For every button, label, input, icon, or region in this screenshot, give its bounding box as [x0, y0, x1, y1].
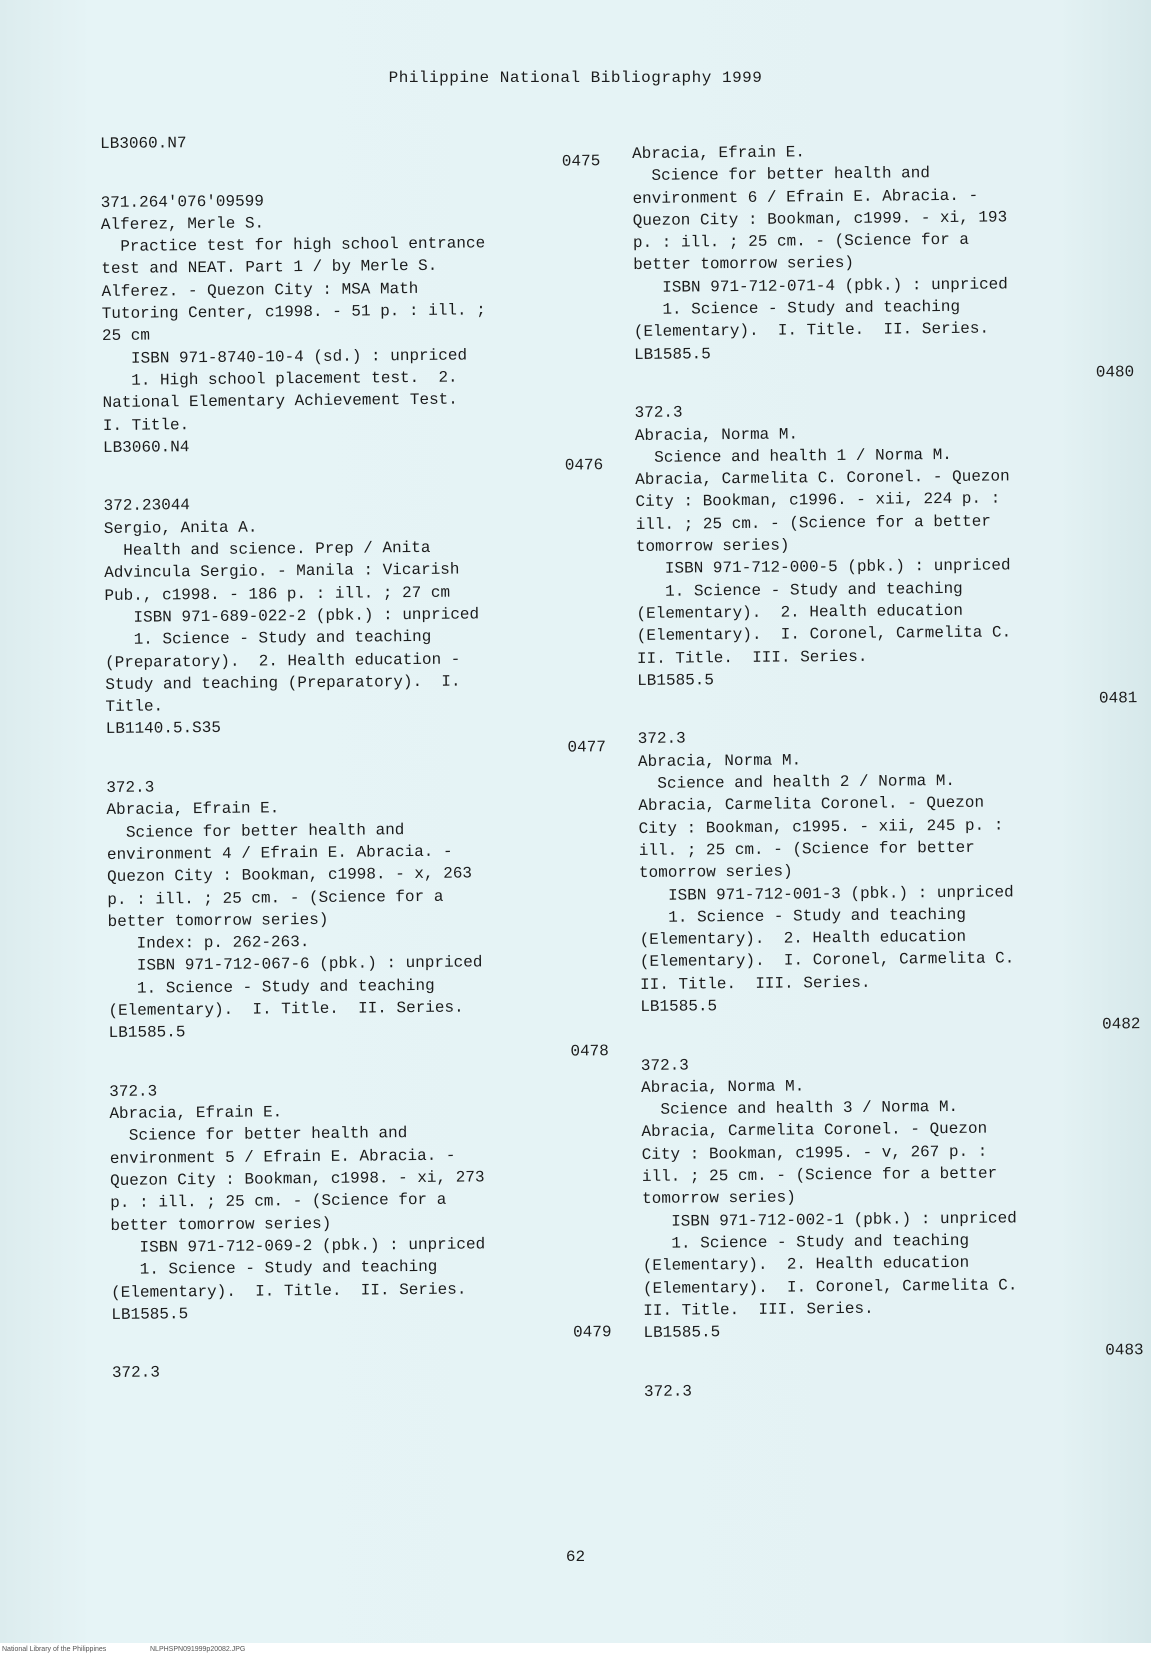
- catalog-line: Study and teaching (Preparatory). I.: [105, 672, 461, 694]
- catalog-line: ISBN 971-8740-10-4 (sd.) : unpriced: [102, 346, 468, 368]
- catalog-line: City : Bookman, c1995. - xii, 245 p. :: [638, 816, 1004, 838]
- catalog-line: Tutoring Center, c1998. - 51 p. : ill. ;: [101, 301, 486, 324]
- catalog-line: ill. ; 25 cm. - (Science for better: [638, 838, 975, 860]
- catalog-line: 1. Science - Study and teaching: [636, 579, 963, 601]
- catalog-line: I. Title.: [102, 415, 190, 435]
- catalog-line: 1. Science - Study and teaching: [110, 1258, 438, 1280]
- catalog-line: (Elementary). 2. Health education: [642, 1254, 970, 1276]
- catalog-line: ill. ; 25 cm. - (Science for a better: [641, 1164, 998, 1187]
- catalog-line: LB1140.5.S35: [105, 719, 222, 739]
- entry-number: 0481: [1098, 689, 1138, 708]
- catalog-line: (Elementary). I. Coronel, Carmelita C.: [639, 949, 1015, 972]
- catalog-line: 372.3: [109, 1082, 158, 1101]
- catalog-line: (Elementary). I. Title. II. Series.: [633, 319, 990, 342]
- page-header-title: Philippine National Bibliography 1999: [388, 69, 763, 87]
- catalog-line: Quezon City : Bookman, c1998. - xi, 273: [109, 1168, 485, 1191]
- catalog-line: Science and health 1 / Norma M.: [634, 445, 952, 467]
- right-column: [632, 138, 1144, 1403]
- catalog-line: LB1585.5: [637, 671, 715, 690]
- catalog-line: 372.3: [634, 403, 683, 423]
- catalog-line: (Elementary). I. Title. II. Series.: [111, 1280, 467, 1302]
- catalog-line: tomorrow series): [635, 536, 790, 557]
- entry-number: 0475: [561, 152, 601, 171]
- catalog-line: II. Title. III. Series.: [636, 647, 868, 668]
- entry-number: 0478: [570, 1041, 609, 1061]
- catalog-line: LB1585.5: [643, 1323, 721, 1343]
- catalog-line: environment 6 / Efrain E. Abracia. -: [632, 186, 979, 208]
- catalog-line: 372.3: [106, 778, 155, 797]
- catalog-line: p. : ill. ; 25 cm. - (Science for a: [632, 230, 970, 253]
- catalog-line: Science for better health and: [106, 820, 405, 842]
- catalog-line: Abracia, Norma M.: [640, 1077, 805, 1097]
- catalog-line: (Elementary). I. Title. II. Series.: [108, 998, 464, 1020]
- catalog-line: ill. ; 25 cm. - (Science for a better: [635, 512, 992, 534]
- catalog-line: Abracia, Norma M.: [637, 751, 802, 771]
- catalog-line: 372.3: [637, 729, 686, 749]
- catalog-line: p. : ill. ; 25 cm. - (Science for a: [110, 1191, 447, 1213]
- catalog-line: National Elementary Achievement Test.: [102, 390, 458, 413]
- catalog-line: Alferez. - Quezon City : MSA Math: [101, 279, 419, 301]
- catalog-line: 1. Science - Study and teaching: [633, 297, 961, 320]
- entry-number: 0476: [564, 456, 604, 475]
- catalog-line: 1. Science - Study and teaching: [642, 1231, 970, 1253]
- catalog-line: Science and health 2 / Norma M.: [638, 771, 956, 793]
- catalog-line: City : Bookman, c1995. - v, 267 p. :: [641, 1142, 988, 1164]
- catalog-line: Advincula Sergio. - Manila : Vicarish: [104, 560, 460, 583]
- catalog-line: Abracia, Efrain E.: [106, 799, 280, 820]
- catalog-line: ISBN 971-712-002-1 (pbk.) : unpriced: [642, 1209, 1017, 1231]
- catalog-line: Quezon City : Bookman, c1999. - xi, 193: [632, 208, 1008, 230]
- catalog-line: 372.3: [643, 1382, 693, 1401]
- catalog-line: ISBN 971-689-022-2 (pbk.) : unpriced: [104, 605, 480, 627]
- catalog-line: Pub., c1998. - 186 p. : ill. ; 27 cm: [104, 583, 451, 605]
- catalog-line: Health and science. Prep / Anita: [103, 538, 431, 561]
- catalog-line: Abracia, Carmelita Coronel. - Quezon: [641, 1120, 988, 1142]
- catalog-line: LB1585.5: [111, 1305, 189, 1324]
- catalog-line: II. Title. III. Series.: [643, 1299, 874, 1320]
- catalog-line: LB1585.5: [633, 344, 711, 364]
- catalog-line: ISBN 971-712-071-4 (pbk.) : unpriced: [633, 275, 1008, 297]
- catalog-line: better tomorrow series): [110, 1214, 332, 1235]
- catalog-line: ISBN 971-712-067-6 (pbk.) : unpriced: [107, 953, 483, 976]
- page-number: 62: [565, 1548, 586, 1566]
- scan-footer-strip: [0, 1643, 1151, 1658]
- catalog-line: 372.3: [640, 1056, 689, 1075]
- catalog-line: tomorrow series): [638, 862, 793, 883]
- catalog-line: 371.264'076'09599: [100, 192, 264, 212]
- catalog-line: 1. Science - Study and teaching: [104, 628, 432, 650]
- catalog-line: Abracia, Norma M.: [634, 424, 799, 445]
- catalog-line: (Elementary). 2. Health education: [636, 601, 964, 623]
- entry-number: 0477: [567, 737, 607, 757]
- catalog-line: (Elementary). 2. Health education: [639, 927, 967, 950]
- catalog-line: LB1585.5: [640, 997, 718, 1016]
- catalog-line: City : Bookman, c1996. - xii, 224 p. :: [635, 489, 1001, 512]
- footer-file-id: NLPHSPN091999p20082.JPG: [150, 1646, 246, 1653]
- catalog-line: 372.3: [111, 1363, 161, 1383]
- catalog-line: Abracia, Carmelita C. Coronel. - Quezon: [635, 467, 1010, 490]
- catalog-line: Abracia, Efrain E.: [109, 1103, 283, 1124]
- catalog-line: 25 cm: [101, 326, 151, 346]
- catalog-line: LB3060.N7: [100, 134, 187, 153]
- catalog-line: 1. Science - Study and teaching: [108, 976, 435, 998]
- catalog-line: Science and health 3 / Norma M.: [641, 1098, 959, 1120]
- catalog-line: Index: p. 262-263.: [107, 933, 310, 954]
- catalog-line: Alferez, Merle S.: [100, 214, 265, 234]
- catalog-line: better tomorrow series): [107, 910, 329, 931]
- catalog-line: 1. High school placement test. 2.: [102, 368, 458, 390]
- catalog-line: LB3060.N4: [102, 438, 190, 457]
- catalog-line: II. Title. III. Series.: [639, 973, 871, 994]
- catalog-line: 1. Science - Study and teaching: [639, 905, 966, 927]
- catalog-line: Title.: [105, 697, 164, 717]
- catalog-line: (Elementary). I. Coronel, Carmelita C.: [636, 623, 1012, 646]
- catalog-line: Sergio, Anita A.: [103, 518, 258, 538]
- catalog-line: better tomorrow series): [633, 254, 855, 275]
- left-column: [100, 128, 612, 1384]
- catalog-line: 372.23044: [103, 496, 191, 516]
- catalog-line: tomorrow series): [642, 1188, 796, 1209]
- entry-number: 0483: [1105, 1341, 1144, 1360]
- catalog-line: test and NEAT. Part 1 / by Merle S.: [101, 257, 438, 279]
- catalog-line: (Preparatory). 2. Health education -: [104, 650, 461, 672]
- entry-number: 0480: [1095, 363, 1135, 382]
- catalog-line: Science for better health and: [109, 1124, 408, 1146]
- catalog-line: environment 4 / Efrain E. Abracia. -: [106, 842, 453, 864]
- catalog-line: Abracia, Efrain E.: [632, 143, 806, 163]
- catalog-line: p. : ill. ; 25 cm. - (Science for a: [107, 887, 444, 909]
- catalog-line: LB1585.5: [108, 1023, 186, 1043]
- catalog-line: environment 5 / Efrain E. Abracia. -: [109, 1146, 456, 1168]
- catalog-line: ISBN 971-712-069-2 (pbk.) : unpriced: [110, 1235, 486, 1257]
- catalog-line: Quezon City : Bookman, c1998. - x, 263: [107, 864, 473, 887]
- footer-library-name: National Library of the Philippines: [2, 1646, 107, 1653]
- catalog-line: Abracia, Carmelita Coronel. - Quezon: [638, 793, 985, 816]
- catalog-line: (Elementary). I. Coronel, Carmelita C.: [642, 1275, 1018, 1298]
- entry-number: 0479: [573, 1323, 612, 1342]
- entry-number: 0482: [1101, 1015, 1141, 1034]
- catalog-line: Practice test for high school entrance: [101, 234, 486, 257]
- catalog-line: ISBN 971-712-001-3 (pbk.) : unpriced: [639, 882, 1014, 905]
- catalog-line: Science for better health and: [632, 164, 931, 186]
- catalog-line: ISBN 971-712-000-5 (pbk.) : unpriced: [636, 556, 1011, 579]
